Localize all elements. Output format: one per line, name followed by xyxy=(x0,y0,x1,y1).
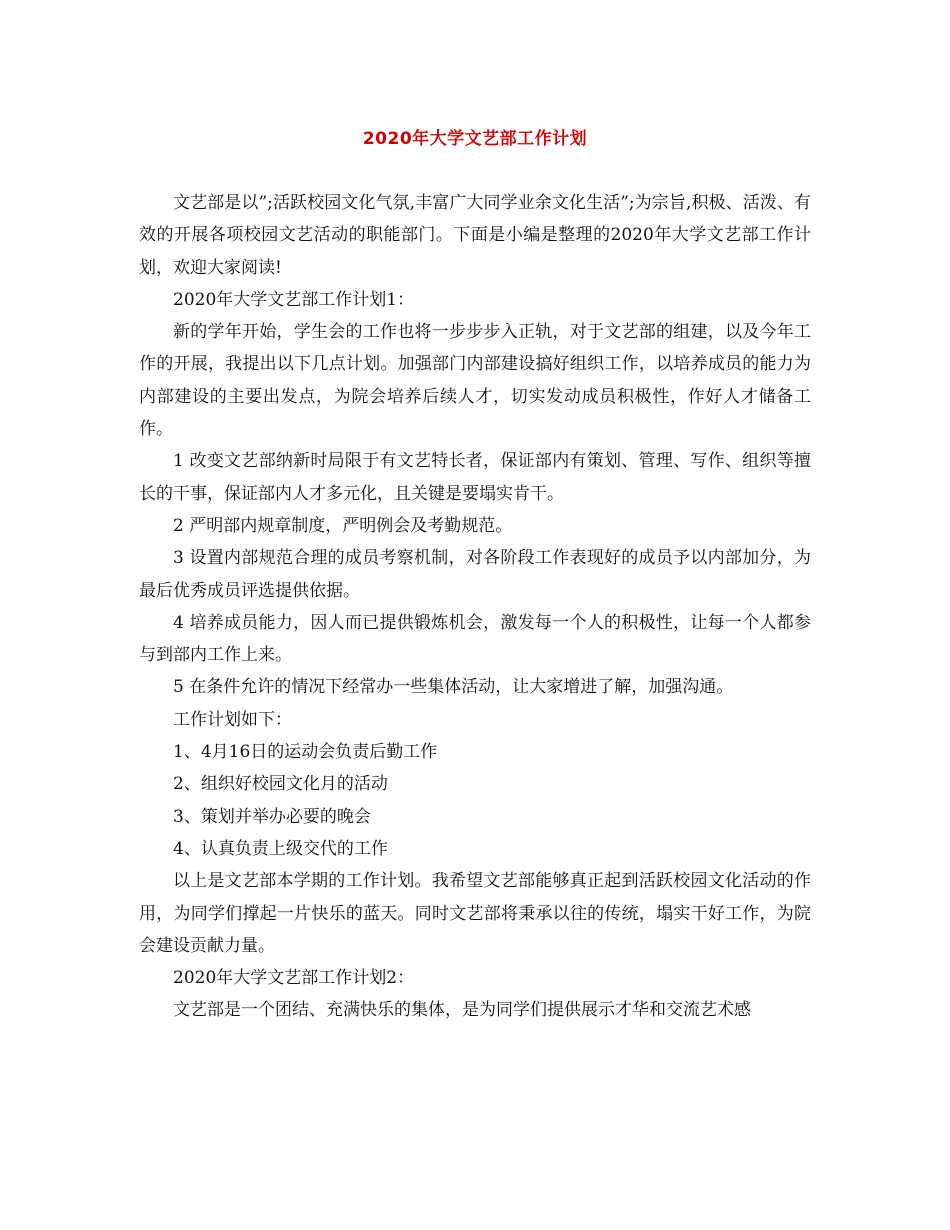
paragraph: 以上是文艺部本学期的工作计划。我希望文艺部能够真正起到活跃校园文化活动的作用，为同学们撑起一片快乐的蓝天。同时文艺部将秉承以往的传统，塌实干好工作，为院会建设贡献力量。 xyxy=(139,871,811,956)
list-item: 4 培养成员能力，因人而已提供锻炼机会，激发每一个人的积极性，让每一个人都参与到部内工作上来。 xyxy=(139,612,811,666)
list-item: 2 严明部内规章制度，严明例会及考勤规范。 xyxy=(173,515,513,536)
list-item: 1 改变文艺部纳新时局限于有文艺特长者，保证部内有策划、管理、写作、组织等擅长的干事，保证部内人才多元化，且关键是要塌实肯干。 xyxy=(139,451,811,504)
paragraph: 新的学年开始，学生会的工作也将一步步步入正轨，对于文艺部的组建，以及今年工作的开展，我提出以下几点计划。加强部门内部建设搞好组织工作，以培养成员的能力为内部建设的主要出发点，为院会培养后续人才，切实发动成员积极性，作好人才储备工作。 xyxy=(139,322,811,440)
section-heading: 2020年大学文艺部工作计划2： xyxy=(173,968,415,989)
list-item: 3 设置内部规范合理的成员考察机制，对各阶段工作表现好的成员予以内部加分，为最后优秀成员评选提供依据。 xyxy=(139,548,811,601)
paragraph: 工作计划如下： xyxy=(173,709,292,730)
paragraph: 文艺部是以”;活跃校园文化气氛,丰富广大同学业余文化生活”;为宗旨,积极、活泼、有效的开展各项校园文艺活动的职能部门。下面是小编是整理的2020年大学文艺部工作计划，欢迎大家阅读! xyxy=(139,193,811,278)
paragraph: 文艺部是一个团结、充满快乐的集体，是为同学们提供展示才华和交流艺术感 xyxy=(173,1000,751,1021)
document-title: 2020年大学文艺部工作计划 xyxy=(362,129,588,149)
section-heading: 2020年大学文艺部工作计划1： xyxy=(173,289,415,310)
list-item: 1、4月16日的运动会负责后勤工作 xyxy=(173,742,438,763)
list-item: 5 在条件允许的情况下经常办一些集体活动，让大家增进了解，加强沟通。 xyxy=(173,677,734,698)
list-item: 3、策划并举办必要的晚会 xyxy=(173,806,371,827)
document-body xyxy=(139,187,811,1027)
list-item: 4、认真负责上级交代的工作 xyxy=(173,838,388,859)
list-item: 2、组织好校园文化月的活动 xyxy=(173,774,388,795)
